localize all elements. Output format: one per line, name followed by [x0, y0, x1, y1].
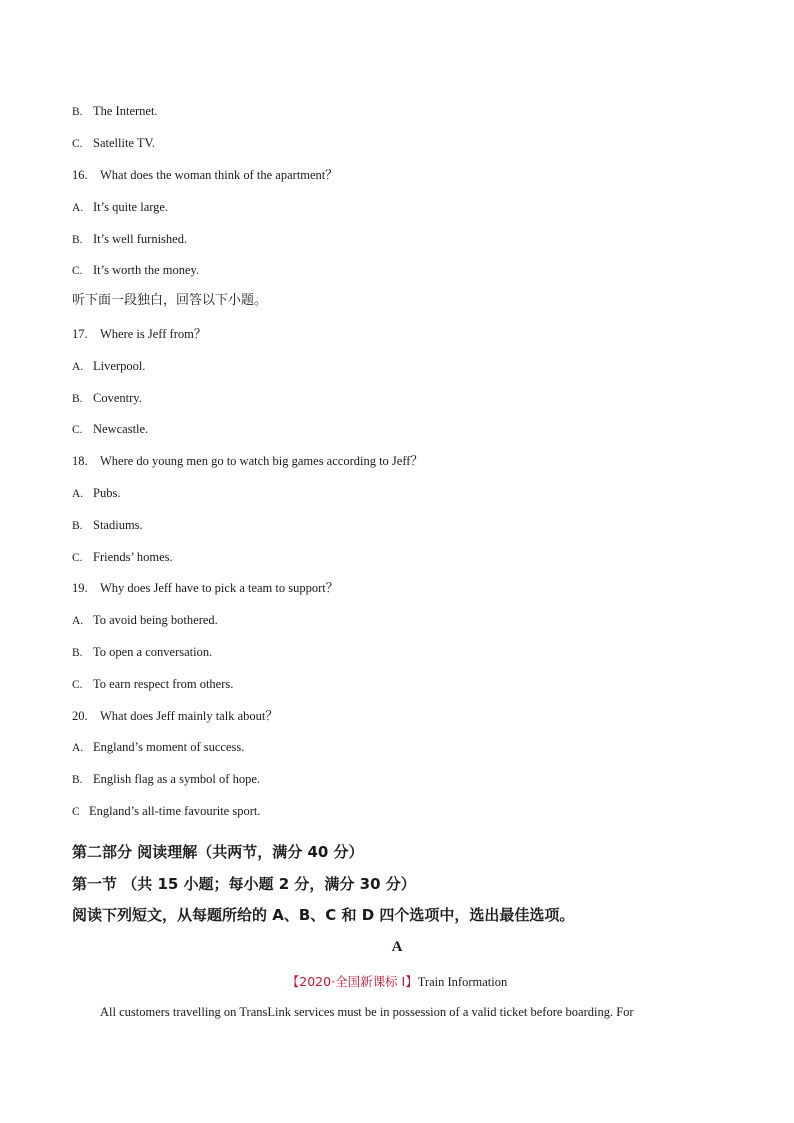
passage-paragraph: All customers travelling on TransLink services must be in possession of a valid ticket before boarding. For — [100, 1005, 634, 1019]
option-b-16: B. It’s well furnished. — [72, 232, 188, 246]
option-a-20: A. England’s moment of success. — [72, 740, 245, 754]
option-c-19: C. To earn respect from others. — [72, 677, 234, 691]
option-b-18: B. Stadiums. — [72, 518, 143, 532]
passage-source — [0, 972, 794, 990]
option-a-18: A. Pubs. — [72, 486, 121, 500]
option-b-20: B. English flag as a symbol of hope. — [72, 772, 260, 786]
question-17: 17. Where is Jeff from？ — [72, 327, 207, 341]
option-c-17: C. Newcastle. — [72, 422, 149, 436]
part2-heading: 第二部分 阅读理解（共两节，满分 40 分） — [72, 843, 364, 861]
question-16: 16. What does the woman think of the apartment？ — [72, 168, 338, 182]
option-b-19: B. To open a conversation. — [72, 645, 213, 659]
option-c-18: C. Friends’ homes. — [72, 550, 173, 564]
option-a-19: A. To avoid being bothered. — [72, 613, 218, 627]
source-tag: 【2020·全国新课标 I】 — [286, 974, 418, 989]
option-a-16: A. It’s quite large. — [72, 200, 169, 214]
monologue-instruction: 听下面一段独白，回答以下小题。 — [72, 293, 268, 308]
option-c-20: C England’s all-time favourite sport. — [72, 804, 261, 818]
section1-heading: 第一节 （共 15 小题；每小题 2 分，满分 30 分） — [72, 875, 416, 893]
reading-instruction: 阅读下列短文，从每题所给的 A、B、C 和 D 四个选项中，选出最佳选项。 — [72, 906, 575, 924]
source-title: Train Information — [417, 975, 508, 989]
question-18: 18. Where do young men go to watch big games according to Jeff？ — [72, 454, 423, 468]
option-c-16: C. It’s worth the money. — [72, 263, 200, 277]
option-c-15: C. Satellite TV. — [72, 136, 156, 150]
option-b-17: B. Coventry. — [72, 391, 142, 405]
passage-letter: A — [391, 939, 403, 955]
option-b-15: B. The Internet. — [72, 104, 158, 118]
question-19: 19. Why does Jeff have to pick a team to support？ — [72, 581, 339, 595]
option-a-17: A. Liverpool. — [72, 359, 146, 373]
question-20: 20. What does Jeff mainly talk about？ — [72, 709, 278, 723]
